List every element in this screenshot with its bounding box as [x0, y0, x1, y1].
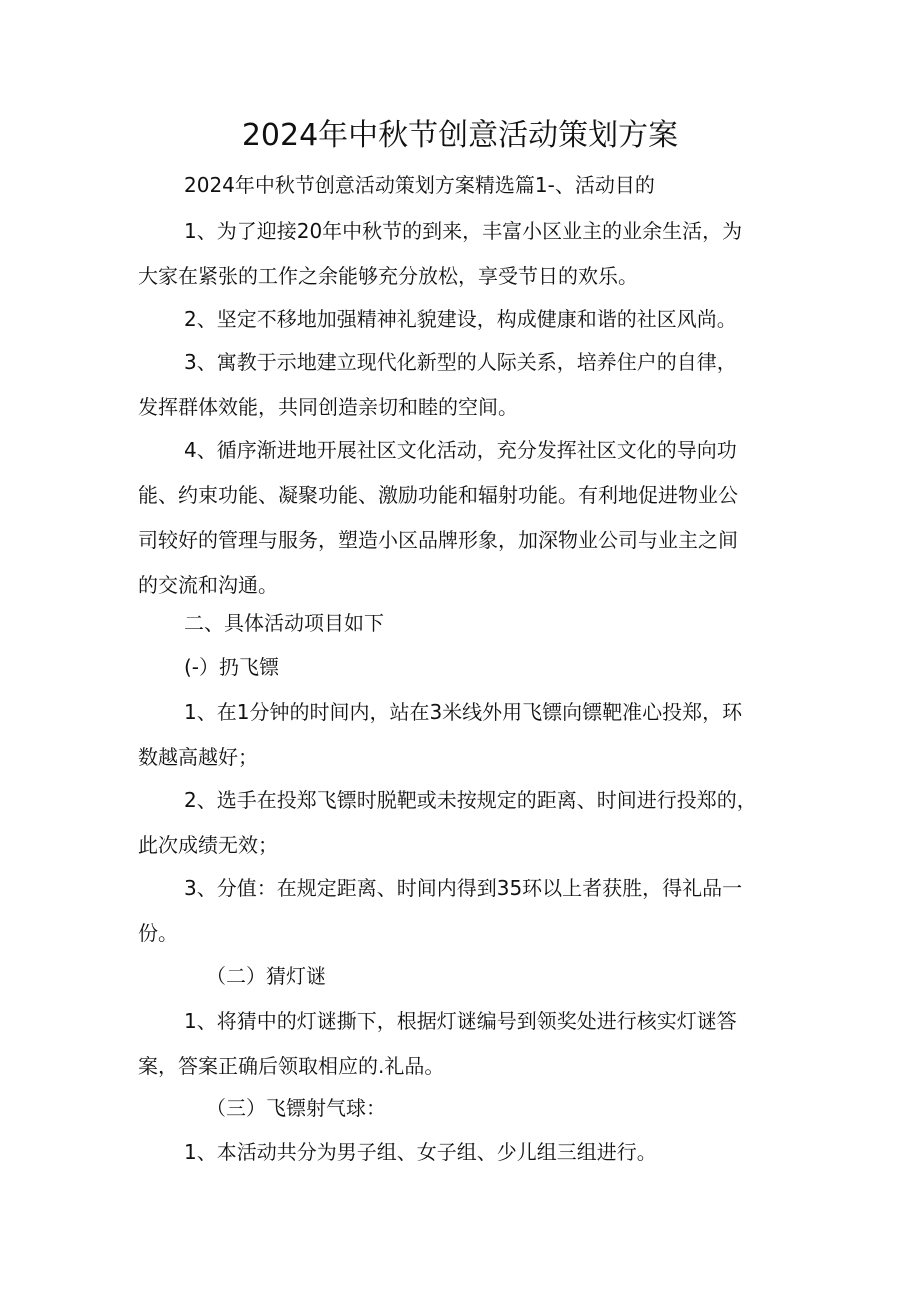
subsection-heading	[138, 1086, 798, 1131]
text-line: 3、寓教于示地建立现代化新型的人际关系，培养住户的自律，	[184, 350, 737, 374]
text-line: 2024年中秋节创意活动策划方案精选篇1-、活动目的	[184, 173, 655, 197]
paragraph	[138, 428, 798, 608]
text-line: 发挥群体效能，共同创造亲切和睦的空间。	[138, 395, 518, 419]
paragraph	[138, 340, 798, 430]
document-title: 2024年中秋节创意活动策划方案	[241, 118, 679, 153]
subsection-heading	[138, 954, 798, 999]
paragraph	[138, 690, 798, 780]
text-line: 案，答案正确后领取相应的.礼品。	[138, 1054, 445, 1078]
paragraph	[138, 866, 798, 956]
text-line: 份。	[138, 921, 178, 945]
text-line: 能、约束功能、凝聚功能、激励功能和辐射功能。有利地促进物业公	[138, 483, 738, 507]
text-line: 1、将猜中的灯谜撕下，根据灯谜编号到领奖处进行核实灯谜答	[184, 1009, 737, 1033]
paragraph	[138, 778, 798, 868]
text-line: 司较好的管理与服务，塑造小区品牌形象，加深物业公司与业主之间	[138, 528, 738, 552]
subsection-heading	[138, 645, 798, 690]
section-heading	[138, 601, 798, 646]
text-line: 2、选手在投郑飞镖时脱靶或未按规定的距离、时间进行投郑的，	[184, 788, 757, 812]
paragraph	[138, 1130, 798, 1175]
text-line: 1、本活动共分为男子组、女子组、少儿组三组进行。	[184, 1140, 657, 1164]
text-line: (-）扔飞镖	[184, 655, 280, 679]
paragraph	[138, 297, 798, 342]
text-line: 二、具体活动项目如下	[184, 611, 384, 635]
text-line: 4、循序渐进地开展社区文化活动，充分发挥社区文化的导向功	[184, 438, 737, 462]
text-line: 1、为了迎接20年中秋节的到来，丰富小区业主的业余生活，为	[184, 219, 743, 243]
text-line: （二）猜灯谜	[206, 964, 326, 988]
text-line: 的交流和沟通。	[138, 573, 278, 597]
text-line: 此次成绩无效；	[138, 833, 278, 857]
paragraph	[138, 209, 798, 299]
text-line: 3、分值：在规定距离、时间内得到35环以上者获胜，得礼品一	[184, 876, 743, 900]
text-line: 2、坚定不移地加强精神礼貌建设，构成健康和谐的社区风尚。	[184, 307, 737, 331]
text-line: （三）飞镖射气球：	[206, 1096, 386, 1120]
text-line: 数越高越好；	[138, 745, 258, 769]
text-line: 1、在1分钟的时间内，站在3米线外用飞镖向镖靶准心投郑，环	[184, 700, 743, 724]
text-line: 大家在紧张的工作之余能够充分放松，享受节日的欢乐。	[138, 264, 638, 288]
paragraph	[138, 163, 798, 208]
paragraph	[138, 999, 798, 1089]
